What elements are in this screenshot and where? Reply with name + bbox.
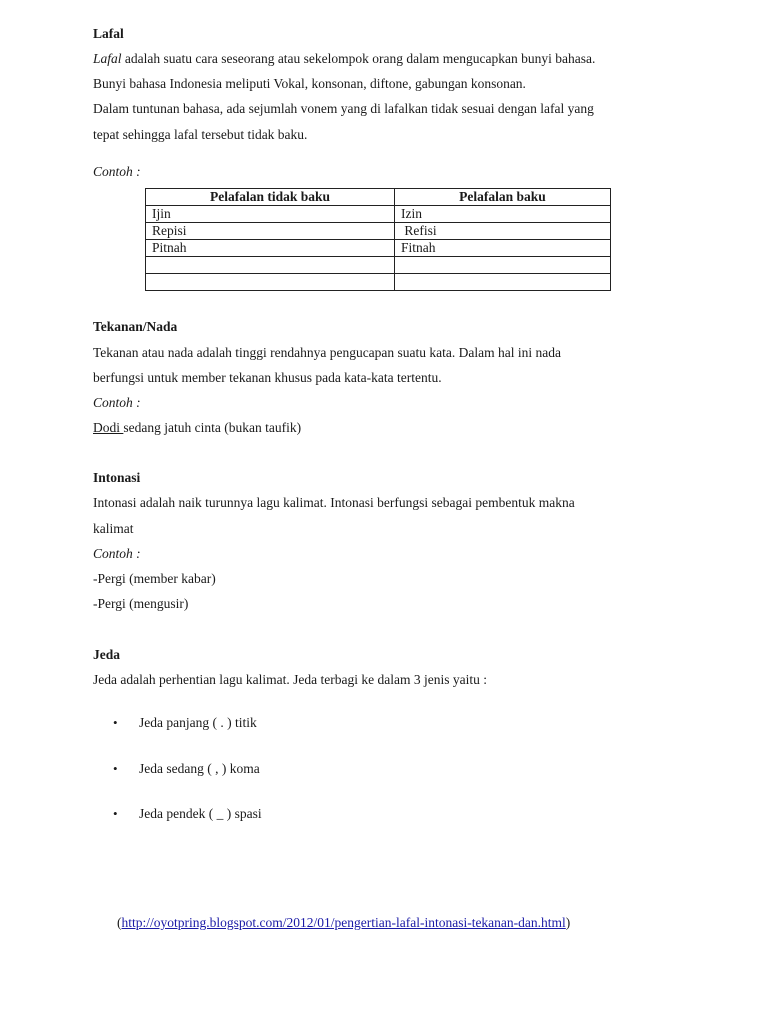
table-cell <box>146 257 395 274</box>
lafal-table <box>145 188 611 291</box>
tekanan-paragraph-line-1: Tekanan atau nada adalah tinggi rendahnya pengucapan suatu kata. Dalam hal ini nada <box>93 345 561 360</box>
intonasi-heading: Intonasi <box>93 470 141 485</box>
list-item: Jeda sedang ( , ) koma <box>139 761 260 776</box>
intonasi-example-2: -Pergi (mengusir) <box>93 596 189 611</box>
bullet-icon: • <box>113 806 118 821</box>
lafal-contoh-label: Contoh : <box>93 164 141 179</box>
table-row <box>146 274 611 291</box>
table-header-row <box>146 189 611 206</box>
table-row <box>146 223 611 240</box>
table-cell: Repisi <box>146 223 395 240</box>
source-link[interactable]: http://oyotpring.blogspot.com/2012/01/pengertian-lafal-intonasi-tekanan-dan.html <box>121 915 566 930</box>
lafal-paragraph-2: Bunyi bahasa Indonesia meliputi Vokal, konsonan, diftone, gabungan konsonan. <box>93 76 526 91</box>
table-header-cell: Pelafalan baku <box>395 189 611 206</box>
intonasi-contoh-label: Contoh : <box>93 546 141 561</box>
lafal-paragraph-3-line-1: Dalam tuntunan bahasa, ada sejumlah vonem yang di lafalkan tidak sesuai dengan lafal yang <box>93 101 594 116</box>
jeda-heading: Jeda <box>93 647 120 662</box>
lafal-heading: Lafal <box>93 26 124 41</box>
source-open-paren: ( <box>117 915 122 930</box>
table-header-cell: Pelafalan tidak baku <box>146 189 395 206</box>
source-close-paren: ) <box>565 915 571 930</box>
tekanan-example <box>93 419 301 437</box>
intonasi-example-1: -Pergi (member kabar) <box>93 571 216 586</box>
source-citation <box>117 914 570 932</box>
list-item: Jeda pendek ( _ ) spasi <box>139 806 262 821</box>
tekanan-paragraph-line-2: berfungsi untuk member tekanan khusus pada kata-kata tertentu. <box>93 370 442 385</box>
table-cell: Ijin <box>146 206 395 223</box>
table-cell <box>146 274 395 291</box>
lafal-paragraph-3-line-2: tepat sehingga lafal tersebut tidak baku. <box>93 127 308 142</box>
tekanan-heading: Tekanan/Nada <box>93 319 178 334</box>
tekanan-example-text: sedang jatuh cinta (bukan taufik) <box>123 420 302 435</box>
table-cell: Fitnah <box>395 240 611 257</box>
bullet-icon: • <box>113 761 118 776</box>
table-row <box>146 257 611 274</box>
tekanan-example-stressed-word: Dodi <box>93 420 124 435</box>
intonasi-paragraph-line-1: Intonasi adalah naik turunnya lagu kalimat. Intonasi berfungsi sebagai pembentuk makna <box>93 495 575 510</box>
table-row <box>146 206 611 223</box>
bullet-icon: • <box>113 715 118 730</box>
table-cell: Refisi <box>395 223 611 240</box>
lafal-term: Lafal <box>93 51 122 66</box>
intonasi-paragraph-line-2: kalimat <box>93 521 134 536</box>
table-cell: Izin <box>395 206 611 223</box>
tekanan-contoh-label: Contoh : <box>93 395 141 410</box>
lafal-paragraph-1 <box>93 50 595 68</box>
table-cell <box>395 274 611 291</box>
jeda-paragraph: Jeda adalah perhentian lagu kalimat. Jeda terbagi ke dalam 3 jenis yaitu : <box>93 672 487 687</box>
table-cell <box>395 257 611 274</box>
table-row <box>146 240 611 257</box>
list-item: Jeda panjang ( . ) titik <box>139 715 257 730</box>
table-cell: Pitnah <box>146 240 395 257</box>
lafal-paragraph-1-text: adalah suatu cara seseorang atau sekelompok orang dalam mengucapkan bunyi bahasa. <box>121 51 596 66</box>
